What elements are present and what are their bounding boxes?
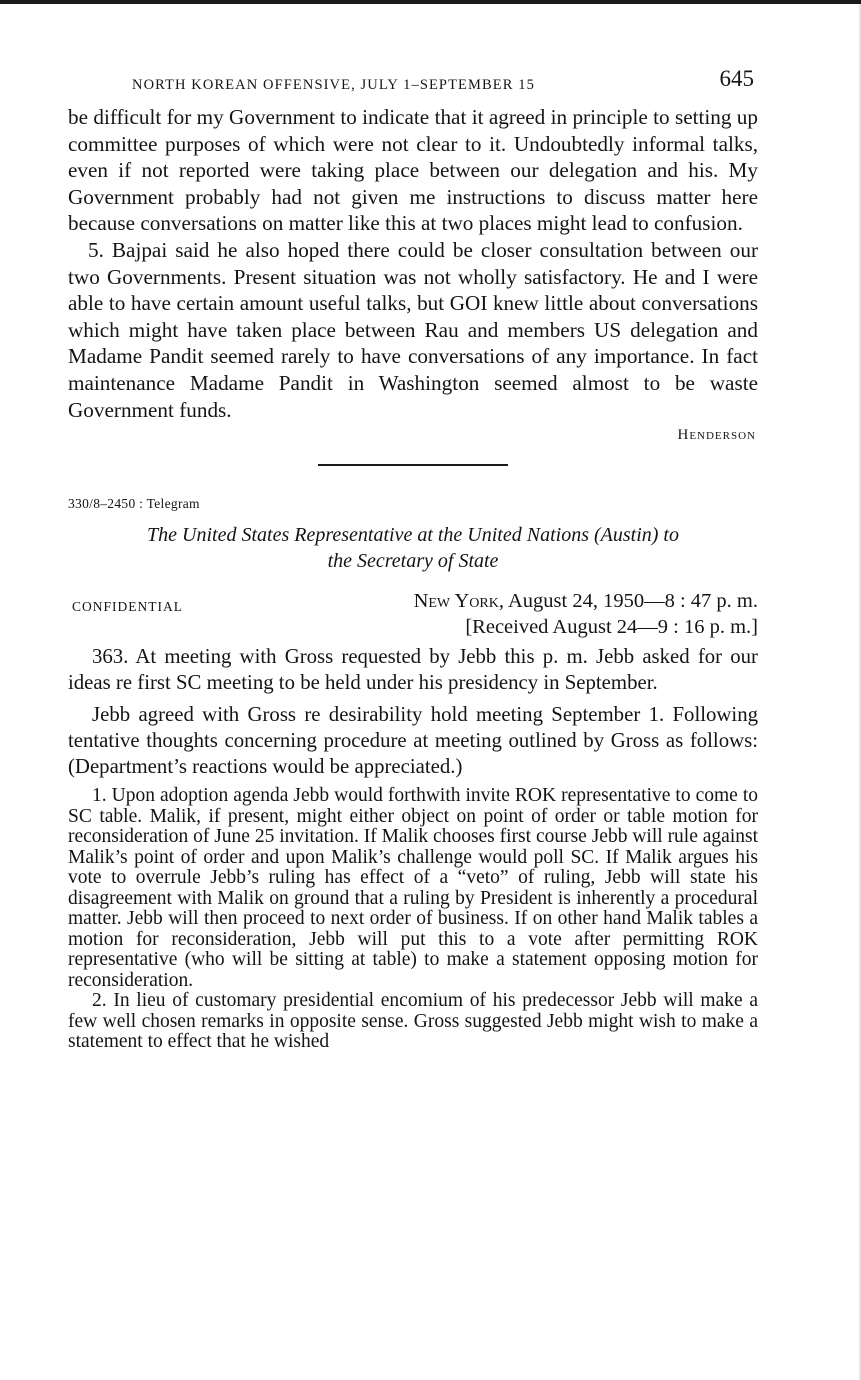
document-heading (68, 522, 758, 574)
point-2: 2. In lieu of customary presidential encomium of his predecessor Jebb will make a few well chosen remarks in opposite sense. Gross suggested Jebb might wish to make a statement to effect that he wished (68, 990, 758, 1053)
place-date (414, 590, 758, 613)
classification: CONFIDENTIAL (72, 599, 183, 615)
page-number: 645 (719, 66, 754, 91)
signature: Henderson (677, 427, 756, 444)
file-reference: 330/8–2450 : Telegram (68, 496, 200, 512)
place: New York (413, 590, 499, 613)
continuation-paragraph: be difficult for my Government to indicate that it agreed in principle to setting up committee purposes of which were not clear to it. Undoubtedly informal talks, even if not reported were taking place between our delegation and his. My Government probably had not given me instructions to discuss matter here because conversations on matter like this at two places might lead to confusion. (68, 105, 758, 236)
date-time: , August 24, 1950—8 : 47 p. m. (498, 590, 758, 613)
document-heading-line-2: the Secretary of State (327, 550, 499, 573)
running-head-title: NORTH KOREAN OFFENSIVE, JULY 1–SEPTEMBER 15 (132, 77, 535, 93)
point-1: 1. Upon adoption agenda Jebb would forthwith invite ROK representative to come to SC table. Malik, if present, might either object on point of order or table motion for reconsideration of June 25 invitation. If Malik chooses first course Jebb will rule against Malik’s point of order and upon Malik’s challenge would poll SC. If Malik argues his vote to overrule Jebb’s ruling has effect of a “veto” of ruling, Jebb will state his disagreement with Malik on ground that a ruling by President is inherently a procedural matter. Jebb will then proceed to next order of business. If on other hand Malik tables a motion for reconsideration, Jebb will put this to a vote after permitting ROK representative (who will be sitting at table) to make a statement opposing motion for reconsideration. (68, 785, 758, 991)
running-head (68, 64, 758, 104)
document-heading-line-1: The United States Representative at the United Nations (Austin) to (147, 524, 679, 547)
document-page (68, 64, 758, 1053)
top-border (0, 0, 861, 4)
received-time: [Received August 24—9 : 16 p. m.] (465, 616, 758, 639)
dateline (68, 590, 758, 644)
paragraph-5: 5. Bajpai said he also hoped there could be closer consultation between our two Governments. Present situation was not wholly satisfactory. He and I were able to have certain amount useful talks, but GOI knew little about conversations which might have taken place between Rau and members US delegation and Madame Pandit seemed rarely to have conversations of any importance. In fact maintenance Madame Pandit in Washington seemed almost to be waste Government funds. (68, 237, 758, 422)
section-divider (318, 464, 508, 466)
paragraph-jebb-agreed: Jebb agreed with Gross re desirability hold meeting September 1. Following tentative thoughts concerning procedure at meeting outlined by Gross as follows: (Department’s reactions would be appreciated.) (68, 703, 758, 779)
paragraph-363: 363. At meeting with Gross requested by Jebb this p. m. Jebb asked for our ideas re first SC meeting to be held under his presidency in September. (68, 645, 758, 695)
